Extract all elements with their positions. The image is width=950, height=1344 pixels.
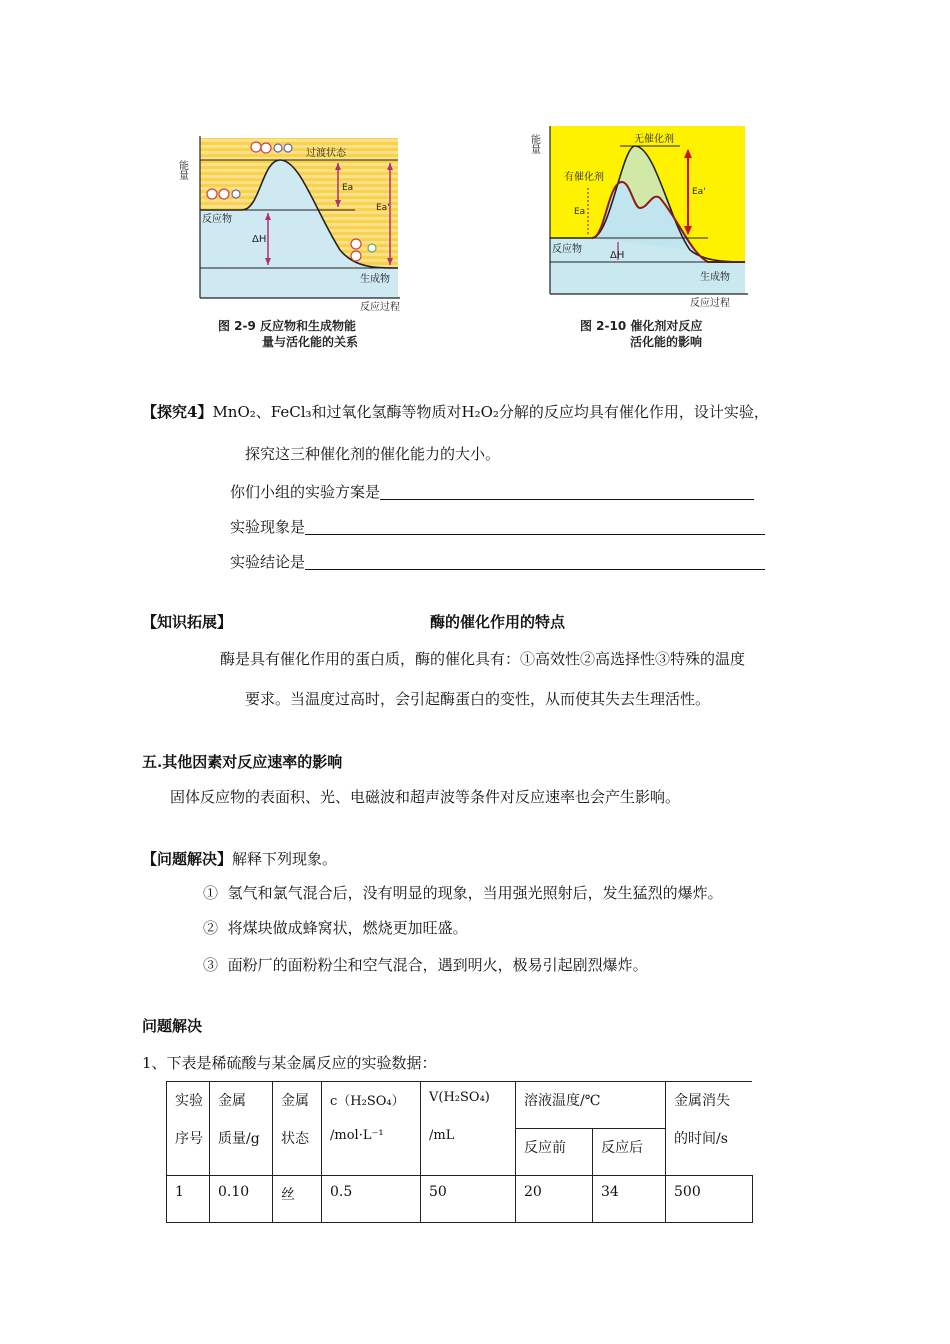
fig2-ea-label: Ea: [574, 207, 586, 217]
section5-body: 固体反应物的表面积、光、电磁波和超声波等条件对反应速率也会产生影响。: [170, 788, 681, 806]
cell-temp-after: 34: [593, 1176, 666, 1223]
cell-state: 丝: [273, 1176, 322, 1223]
experiment-data-table: [166, 1081, 753, 1223]
header-state: 金属 状态: [273, 1082, 322, 1176]
energy-diagram-fig-2-9: [176, 130, 410, 313]
fig1-dh-label: ΔH: [252, 234, 267, 245]
fig2-axis-x: 反应过程: [690, 298, 730, 309]
cell-conc: 0.5: [322, 1176, 421, 1223]
problem-intro: 解释下列现象。: [232, 850, 338, 868]
section5-heading: 五.其他因素对反应速率的影响: [142, 753, 343, 771]
phenomenon-row: [230, 516, 765, 537]
fig2-dh-label: ΔH: [610, 250, 625, 261]
fig2-reactant-label: 反应物: [552, 244, 582, 255]
fig1-caption-2: 量与活化能的关系: [262, 335, 359, 349]
explore4-line1: [142, 401, 769, 422]
header-temp-before: 反应前: [516, 1129, 593, 1176]
problem-item: [203, 954, 648, 975]
table-header-row: [167, 1082, 753, 1129]
fig1-axis-x: 反应过程: [360, 302, 400, 313]
knowledge-title: 酶的催化作用的特点: [430, 613, 566, 631]
fig2-product-label: 生成物: [700, 272, 730, 283]
explore4-tag: 【探究4】: [142, 403, 213, 421]
fig1-ea-label: Ea: [342, 183, 354, 193]
fig2-caption-2: 活化能的影响: [630, 335, 703, 349]
header-seq: 实验 序号: [167, 1082, 210, 1176]
header-temp-after: 反应后: [593, 1129, 666, 1176]
fig1-transition-label: 过渡状态: [306, 148, 346, 159]
cell-temp-before: 20: [516, 1176, 593, 1223]
knowledge-tag: 【知识拓展】: [142, 613, 233, 631]
plan-label: 你们小组的实验方案是: [230, 483, 381, 501]
fig2-ea-prime-label: Ea': [692, 187, 706, 197]
cell-time: 500: [666, 1176, 753, 1223]
cell-vol: 50: [421, 1176, 516, 1223]
explore4-line2: 探究这三种催化剂的催化能力的大小。: [245, 445, 501, 463]
explore4-text: MnO₂、FeCl₃和过氧化氢酶等物质对H₂O₂分解的反应均具有催化作用，设计实验，: [212, 403, 769, 421]
table-row: [167, 1176, 753, 1223]
energy-diagram-fig-2-10: [530, 122, 760, 312]
problem-item: [203, 882, 723, 903]
header-vol: V(H₂SO₄) /mL: [421, 1082, 516, 1176]
problem-item-num: ②: [203, 919, 219, 937]
header-temp: 溶液温度/℃: [516, 1082, 666, 1129]
header-conc: c（H₂SO₄） /mol·L⁻¹: [322, 1082, 421, 1176]
problem-item-text: 将煤块做成蜂窝状，燃烧更加旺盛。: [227, 919, 468, 937]
conclusion-row: [230, 551, 765, 572]
fig1-product-label: 生成物: [360, 274, 390, 285]
plan-row: [230, 481, 754, 502]
problem2-q1: 1、下表是稀硫酸与某金属反应的实验数据：: [142, 1054, 437, 1072]
problem-item-num: ③: [203, 956, 219, 974]
fig2-with-catalyst-label: 有催化剂: [564, 172, 604, 183]
fig2-caption-1: 图 2-10 催化剂对反应: [580, 319, 703, 333]
problem2-heading: 问题解决: [142, 1017, 203, 1035]
header-mass: 金属 质量/g: [210, 1082, 273, 1176]
header-time: 金属消失 的时间/s: [666, 1082, 753, 1176]
cell-mass: 0.10: [210, 1176, 273, 1223]
fig1-ea-prime-label: Ea': [376, 203, 390, 213]
plan-blank[interactable]: [380, 483, 754, 500]
conclusion-blank[interactable]: [305, 553, 765, 570]
conclusion-label: 实验结论是: [230, 553, 306, 571]
phenomenon-label: 实验现象是: [230, 518, 306, 536]
problem-line: [142, 848, 337, 869]
fig2-axis-y: 能量: [528, 134, 540, 154]
fig2-no-catalyst-label: 无催化剂: [634, 134, 674, 145]
problem-tag: 【问题解决】: [142, 850, 233, 868]
cell-seq: 1: [167, 1176, 210, 1223]
fig1-axis-y: 能量: [176, 160, 188, 180]
problem-item: [203, 917, 468, 938]
problem-item-text: 氢气和氯气混合后，没有明显的现象，当用强光照射后，发生猛烈的爆炸。: [227, 884, 723, 902]
problem-item-num: ①: [203, 884, 219, 902]
fig1-caption-1: 图 2-9 反应物和生成物能: [218, 319, 357, 333]
problem-item-text: 面粉厂的面粉粉尘和空气混合，遇到明火，极易引起剧烈爆炸。: [227, 956, 648, 974]
knowledge-line2: 要求。当温度过高时，会引起酶蛋白的变性，从而使其失去生理活性。: [245, 690, 711, 708]
phenomenon-blank[interactable]: [305, 518, 765, 535]
knowledge-line1: 酶是具有催化作用的蛋白质，酶的催化具有：①高效性②高选择性③特殊的温度: [220, 650, 746, 668]
fig1-reactant-label: 反应物: [202, 214, 232, 225]
